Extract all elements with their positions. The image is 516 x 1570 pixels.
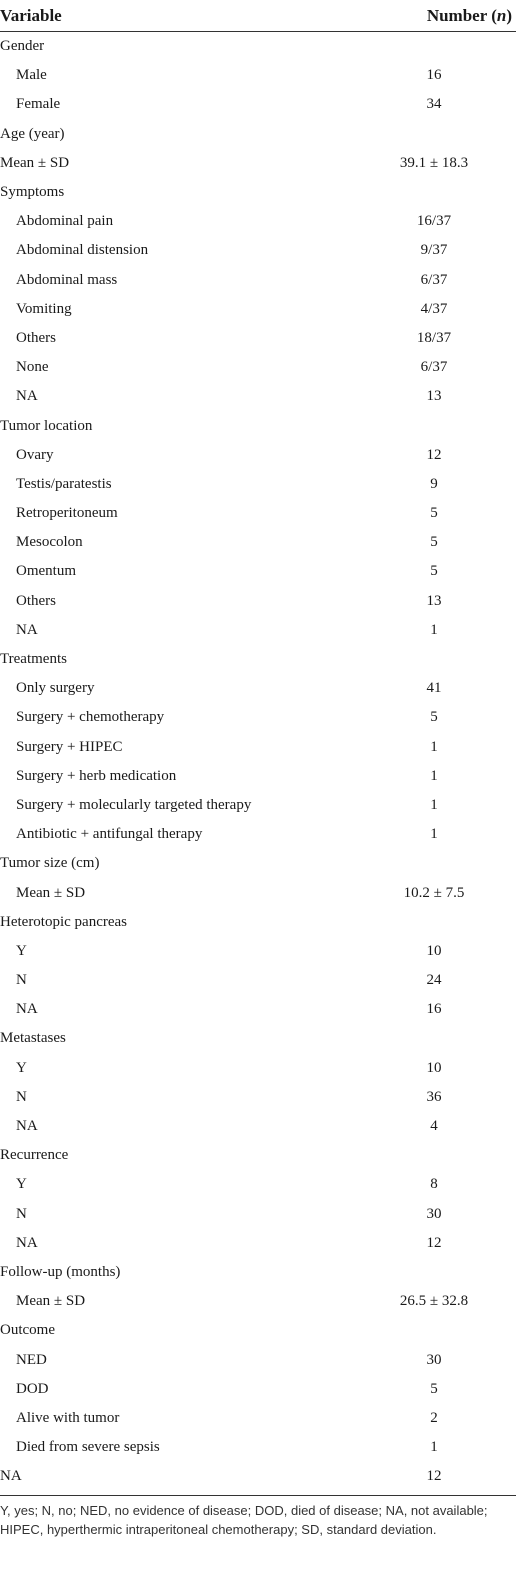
row-label: Symptoms — [0, 184, 65, 201]
row-value: 1 — [430, 621, 438, 638]
row-value: 4/37 — [420, 300, 448, 317]
row-label: Y — [16, 942, 27, 959]
row-label: NA — [16, 1001, 38, 1018]
table-row — [0, 1112, 516, 1141]
table-row — [0, 1433, 516, 1462]
row-value: 39.1 ± 18.3 — [399, 154, 469, 171]
table-row — [0, 878, 516, 907]
row-value: 5 — [430, 563, 438, 580]
row-label: NA — [0, 1468, 22, 1485]
row-value: 12 — [426, 446, 442, 463]
table-row — [0, 791, 516, 820]
header-number-italic: n — [496, 5, 507, 25]
table-row — [0, 966, 516, 995]
row-label: Only surgery — [16, 680, 95, 697]
table-row — [0, 703, 516, 732]
row-label: Retroperitoneum — [16, 505, 118, 522]
header-number — [316, 6, 516, 26]
row-label: Y — [16, 1176, 27, 1193]
table-row — [0, 1345, 516, 1374]
row-label: Recurrence — [0, 1147, 69, 1164]
row-value: 26.5 ± 32.8 — [399, 1293, 469, 1310]
table-row — [0, 1316, 516, 1345]
row-label: Omentum — [16, 563, 76, 580]
row-value: 5 — [430, 709, 438, 726]
row-value: 1 — [430, 738, 438, 755]
table-row — [0, 528, 516, 557]
row-label: Heterotopic pancreas — [0, 913, 128, 930]
row-label: NED — [16, 1351, 47, 1368]
row-value: 1 — [430, 796, 438, 813]
table-row — [0, 616, 516, 645]
row-label: Follow-up (months) — [0, 1263, 121, 1280]
row-label: Metastases — [0, 1030, 66, 1047]
row-value: 30 — [426, 1351, 442, 1368]
row-value: 16 — [426, 1001, 442, 1018]
table-row — [0, 733, 516, 762]
table-row — [0, 207, 516, 236]
row-label: Gender — [0, 38, 45, 55]
row-value: 34 — [426, 96, 442, 113]
table-row — [0, 995, 516, 1024]
table-row — [0, 1287, 516, 1316]
row-label: Vomiting — [16, 300, 72, 317]
table-row — [0, 645, 516, 674]
table-row — [0, 470, 516, 499]
row-label: NA — [16, 1234, 38, 1251]
table-row — [0, 236, 516, 265]
table-row — [0, 849, 516, 878]
row-value: 9 — [430, 475, 438, 492]
row-label: Alive with tumor — [16, 1409, 120, 1426]
table-row — [0, 820, 516, 849]
row-label: Died from severe sepsis — [16, 1439, 160, 1456]
table-row — [0, 587, 516, 616]
row-label: Abdominal mass — [16, 271, 118, 288]
row-value: 13 — [426, 388, 442, 405]
row-label: Surgery + molecularly targeted therapy — [16, 796, 252, 813]
table-footnote: Y, yes; N, no; NED, no evidence of disease; DOD, died of disease; NA, not available; HIPEC, hyperthermic intraperitoneal chemotherapy; SD, standard deviation. — [0, 1503, 488, 1538]
table-row — [0, 1200, 516, 1229]
row-value: 10.2 ± 7.5 — [403, 884, 465, 901]
row-value: 36 — [426, 1088, 442, 1105]
table-row — [0, 411, 516, 440]
table-header — [0, 0, 516, 32]
row-label: Mesocolon — [16, 534, 83, 551]
header-number-suffix: ) — [506, 5, 512, 25]
row-value: 5 — [430, 534, 438, 551]
row-value: 16/37 — [416, 213, 452, 230]
row-value: 8 — [430, 1176, 438, 1193]
row-value: 13 — [426, 592, 442, 609]
row-value: 12 — [426, 1234, 442, 1251]
table-row — [0, 1083, 516, 1112]
table-row — [0, 1258, 516, 1287]
row-label: Age (year) — [0, 125, 65, 142]
table-row — [0, 674, 516, 703]
table-row — [0, 1462, 516, 1491]
row-label: Surgery + herb medication — [16, 767, 177, 784]
row-value: 2 — [430, 1409, 438, 1426]
table-row — [0, 1024, 516, 1053]
row-value: 41 — [426, 680, 442, 697]
row-label: DOD — [16, 1380, 49, 1397]
row-label: Y — [16, 1059, 27, 1076]
row-value: 1 — [430, 1439, 438, 1456]
row-label: Outcome — [0, 1322, 55, 1339]
row-value: 24 — [426, 972, 442, 989]
row-value: 9/37 — [420, 242, 448, 259]
row-value: 10 — [426, 1059, 442, 1076]
table-row — [0, 557, 516, 586]
table-row — [0, 1229, 516, 1258]
table-body — [0, 32, 516, 1491]
table-row — [0, 441, 516, 470]
row-label: Tumor size (cm) — [0, 855, 100, 872]
row-value: 4 — [430, 1118, 438, 1135]
table-row — [0, 295, 516, 324]
row-value: 12 — [426, 1468, 442, 1485]
table-row — [0, 1170, 516, 1199]
row-label: Female — [16, 96, 61, 113]
row-label: Surgery + HIPEC — [16, 738, 123, 755]
row-label: NA — [16, 388, 38, 405]
row-label: Others — [16, 592, 56, 609]
header-variable: Variable — [0, 5, 62, 25]
table-row — [0, 499, 516, 528]
table-row — [0, 32, 516, 61]
table-row — [0, 762, 516, 791]
row-label: Tumor location — [0, 417, 93, 434]
table-row — [0, 178, 516, 207]
row-label: Testis/paratestis — [16, 475, 112, 492]
table-row — [0, 120, 516, 149]
row-label: Mean ± SD — [16, 1293, 86, 1310]
row-label: Antibiotic + antifungal therapy — [16, 826, 203, 843]
row-value: 5 — [430, 505, 438, 522]
row-value: 5 — [430, 1380, 438, 1397]
row-label: NA — [16, 621, 38, 638]
row-value: 18/37 — [416, 329, 452, 346]
row-value: 10 — [426, 942, 442, 959]
row-label: Abdominal distension — [16, 242, 149, 259]
table-row — [0, 937, 516, 966]
table-row — [0, 382, 516, 411]
row-label: Others — [16, 329, 56, 346]
row-label: N — [16, 1205, 27, 1222]
row-label: None — [16, 359, 49, 376]
row-label: NA — [16, 1118, 38, 1135]
row-label: Abdominal pain — [16, 213, 114, 230]
row-label: Ovary — [16, 446, 54, 463]
header-number-prefix: Number ( — [426, 5, 497, 25]
table-row — [0, 353, 516, 382]
row-value: 16 — [426, 67, 442, 84]
row-label: Male — [16, 67, 47, 84]
row-label: N — [16, 1088, 27, 1105]
row-value: 6/37 — [420, 271, 448, 288]
row-label: N — [16, 972, 27, 989]
row-label: Treatments — [0, 651, 67, 668]
row-value: 1 — [430, 826, 438, 843]
row-label: Surgery + chemotherapy — [16, 709, 165, 726]
table-row — [0, 266, 516, 295]
table-row — [0, 90, 516, 119]
table-row — [0, 1404, 516, 1433]
table-row — [0, 1375, 516, 1404]
row-value: 1 — [430, 767, 438, 784]
table-row — [0, 1054, 516, 1083]
row-label: Mean ± SD — [0, 154, 70, 171]
table-row — [0, 1141, 516, 1170]
table-row — [0, 149, 516, 178]
table-row — [0, 324, 516, 353]
row-value: 6/37 — [420, 359, 448, 376]
row-label: Mean ± SD — [16, 884, 86, 901]
table-row — [0, 61, 516, 90]
table-row — [0, 908, 516, 937]
row-value: 30 — [426, 1205, 442, 1222]
